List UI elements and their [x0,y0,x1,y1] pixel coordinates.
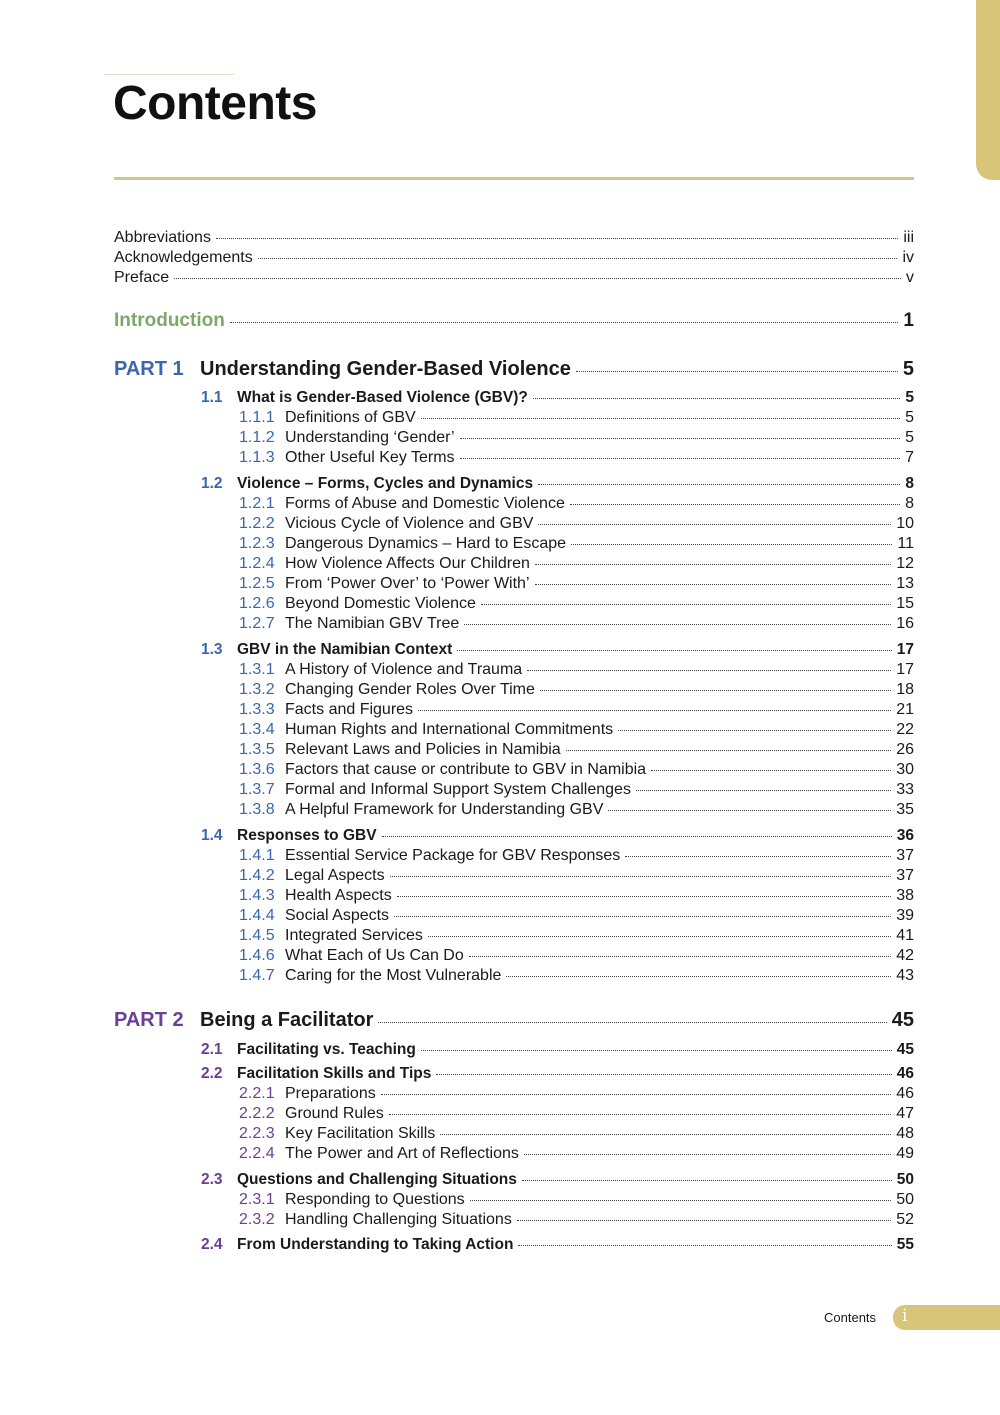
dot-leader [470,1200,892,1201]
toc-subsection-number: 1.4.2 [239,867,275,884]
page-title: Contents [113,77,317,130]
dot-leader [230,322,899,323]
toc-subsection-number: 2.3.1 [239,1191,275,1208]
toc-subsection[interactable] [239,866,914,886]
dot-leader [390,876,892,877]
toc-subsection[interactable] [239,660,914,680]
toc-subsection-page: 38 [896,887,914,904]
dot-leader [418,710,891,711]
dot-leader [527,670,891,671]
toc-section-page: 45 [896,1041,914,1058]
dot-leader [378,1022,886,1023]
toc-subsection-page: 7 [905,449,914,466]
toc-subsection-number: 1.3.5 [239,741,275,758]
dot-leader [216,238,898,239]
toc-subsection-title: Definitions of GBV [285,409,416,426]
toc-subsection-page: 41 [896,927,914,944]
toc-subsection-page: 39 [896,907,914,924]
toc-introduction-page: 1 [903,310,914,331]
toc-subsection-page: 15 [896,595,914,612]
toc-subsection-number: 1.1.2 [239,429,275,446]
toc-subsection-title: Handling Challenging Situations [285,1211,512,1228]
toc-subsection[interactable] [239,428,914,448]
toc-subsection-page: 47 [896,1105,914,1122]
dot-leader [469,956,891,957]
dot-leader [625,856,891,857]
toc-section-number: 1.1 [201,389,223,406]
toc-subsection-page: 26 [896,741,914,758]
toc-section[interactable] [201,826,914,846]
toc-subsection-title: From ‘Power Over’ to ‘Power With’ [285,575,530,592]
toc-part2-number: PART 2 [114,1009,184,1031]
toc-subsection-page: 37 [896,867,914,884]
toc-part1-number: PART 1 [114,358,184,380]
dot-leader [428,936,891,937]
dot-leader [464,624,891,625]
toc-subsection[interactable] [239,966,914,986]
dot-leader [174,278,901,279]
toc-subsection-number: 2.3.2 [239,1211,275,1228]
toc-subsection-title: How Violence Affects Our Children [285,555,530,572]
toc-subsection[interactable] [239,926,914,946]
toc-section-number: 2.2 [201,1065,223,1082]
toc-subsection-page: 22 [896,721,914,738]
toc-subsection[interactable] [239,514,914,534]
toc-front-matter-item-title: Acknowledgements [114,249,253,266]
dot-leader [570,504,900,505]
toc-subsection-page: 5 [905,409,914,426]
dot-leader [538,484,900,485]
toc-subsection[interactable] [239,1210,914,1230]
toc-subsection[interactable] [239,760,914,780]
dot-leader [535,564,891,565]
toc-section-title: GBV in the Namibian Context [237,641,453,658]
toc-subsection-title: Caring for the Most Vulnerable [285,967,502,984]
dot-leader [618,730,891,731]
toc-section-page: 36 [896,827,914,844]
toc-subsection[interactable] [239,408,914,428]
toc-subsection-page: 11 [897,535,914,552]
toc-subsection-number: 1.2.1 [239,495,275,512]
toc-subsection-page: 46 [896,1085,914,1102]
toc-subsection-title: Ground Rules [285,1105,384,1122]
footer-page-number: i [902,1306,908,1326]
toc-front-matter-item[interactable] [114,228,914,248]
toc-subsection-title: Integrated Services [285,927,423,944]
toc-subsection-page: 17 [896,661,914,678]
toc-subsection-title: A Helpful Framework for Understanding GBV [285,801,604,818]
toc-front-matter-item-title: Abbreviations [114,229,211,246]
toc-subsection-number: 2.2.3 [239,1125,275,1142]
toc-subsection-title: The Power and Art of Reflections [285,1145,519,1162]
toc-subsection-page: 48 [896,1125,914,1142]
toc-section-number: 2.3 [201,1171,223,1188]
toc-subsection-number: 1.2.5 [239,575,275,592]
toc-subsection-title: Vicious Cycle of Violence and GBV [285,515,534,532]
toc-section-title: Responses to GBV [237,827,377,844]
toc-subsection-title: Dangerous Dynamics – Hard to Escape [285,535,567,552]
toc-section-number: 2.1 [201,1041,223,1058]
dot-leader [506,976,891,977]
toc-subsection-title: Relevant Laws and Policies in Namibia [285,741,561,758]
dot-leader [608,810,891,811]
toc-subsection-number: 1.4.4 [239,907,275,924]
toc-subsection[interactable] [239,700,914,720]
toc-subsection-number: 1.3.2 [239,681,275,698]
toc-subsection[interactable] [239,720,914,740]
toc-section-number: 1.3 [201,641,223,658]
toc-section-page: 8 [905,475,914,492]
toc-subsection[interactable] [239,680,914,700]
toc-subsection-number: 1.3.6 [239,761,275,778]
toc-subsection-title: Facts and Figures [285,701,414,718]
toc-subsection-number: 1.2.7 [239,615,275,632]
toc-subsection-title: Changing Gender Roles Over Time [285,681,535,698]
toc-subsection-title: A History of Violence and Trauma [285,661,523,678]
dot-leader [576,371,898,372]
toc-subsection[interactable] [239,494,914,514]
toc-subsection-page: 37 [896,847,914,864]
toc-subsection-number: 1.4.7 [239,967,275,984]
toc-section[interactable] [201,1064,914,1084]
toc-subsection-page: 33 [896,781,914,798]
toc-section[interactable] [201,388,914,408]
toc-subsection-number: 1.2.2 [239,515,275,532]
toc-subsection[interactable] [239,906,914,926]
toc-section-number: 1.4 [201,827,223,844]
toc-section-title: From Understanding to Taking Action [237,1236,514,1253]
toc-front-matter-item-page: iv [902,249,914,266]
toc-subsection[interactable] [239,534,914,554]
toc-front-matter-item[interactable] [114,248,914,268]
toc-subsection[interactable] [239,1084,914,1104]
toc-subsection-number: 1.4.5 [239,927,275,944]
toc-subsection-page: 52 [896,1211,914,1228]
toc-subsection-title: Formal and Informal Support System Challenges [285,781,631,798]
dot-leader [571,544,892,545]
dot-leader [457,650,891,651]
toc-subsection-number: 1.3.8 [239,801,275,818]
dot-leader [397,896,891,897]
toc-subsection-title: Human Rights and International Commitments [285,721,614,738]
toc-subsection-page: 30 [896,761,914,778]
toc-subsection[interactable] [239,800,914,820]
toc-subsection-title: What Each of Us Can Do [285,947,464,964]
toc-subsection-page: 18 [896,681,914,698]
toc-subsection-page: 10 [896,515,914,532]
dot-leader [460,458,901,459]
toc-section-page: 46 [896,1065,914,1082]
dot-leader [258,258,898,259]
dot-leader [436,1074,891,1075]
toc-subsection-number: 1.3.7 [239,781,275,798]
toc-subsection-title: Social Aspects [285,907,390,924]
toc-subsection[interactable] [239,554,914,574]
toc-subsection-title: Understanding ‘Gender’ [285,429,455,446]
toc-section[interactable] [201,1235,914,1255]
toc-subsection-title: Responding to Questions [285,1191,465,1208]
dot-leader [524,1154,891,1155]
toc-subsection-title: Factors that cause or contribute to GBV in Namibia [285,761,647,778]
toc-subsection-title: Essential Service Package for GBV Responses [285,847,621,864]
toc-subsection-number: 1.2.4 [239,555,275,572]
dot-leader [533,398,901,399]
toc-subsection-page: 50 [896,1191,914,1208]
toc-subsection-number: 1.3.3 [239,701,275,718]
toc-subsection-number: 2.2.2 [239,1105,275,1122]
toc-front-matter-item-page: iii [903,229,914,246]
toc-section[interactable] [201,474,914,494]
toc-subsection-number: 1.3.1 [239,661,275,678]
dot-leader [382,836,892,837]
toc-subsection[interactable] [239,1124,914,1144]
toc-section-page: 17 [896,641,914,658]
toc-section-title: What is Gender-Based Violence (GBV)? [237,389,528,406]
dot-leader [460,438,901,439]
toc-subsection-page: 49 [896,1145,914,1162]
toc-subsection-title: Other Useful Key Terms [285,449,455,466]
dot-leader [538,524,891,525]
toc-subsection[interactable] [239,846,914,866]
dot-leader [421,1050,892,1051]
toc-subsection[interactable] [239,448,914,468]
dot-leader [389,1114,891,1115]
toc-subsection-page: 42 [896,947,914,964]
toc-front-matter-item-page: v [906,269,914,286]
toc-subsection-page: 5 [905,429,914,446]
toc-section[interactable] [201,1040,914,1060]
toc-subsection[interactable] [239,740,914,760]
toc-subsection-number: 1.1.1 [239,409,275,426]
toc-subsection-number: 1.4.6 [239,947,275,964]
toc-subsection-page: 21 [896,701,914,718]
toc-section-page: 50 [896,1171,914,1188]
toc-subsection-title: Key Facilitation Skills [285,1125,436,1142]
toc-subsection-title: Legal Aspects [285,867,385,884]
toc-part2[interactable] [114,1008,914,1032]
toc-subsection-title: The Namibian GBV Tree [285,615,460,632]
toc-section[interactable] [201,640,914,660]
toc-part1-page: 5 [902,358,914,380]
dot-leader [518,1245,891,1246]
toc-section-title: Violence – Forms, Cycles and Dynamics [237,475,534,492]
toc-section-page: 55 [896,1236,914,1253]
toc-subsection[interactable] [239,594,914,614]
toc-subsection-page: 12 [896,555,914,572]
toc-subsection[interactable] [239,1104,914,1124]
toc-section-title: Questions and Challenging Situations [237,1171,517,1188]
toc-subsection[interactable] [239,574,914,594]
toc-subsection-title: Beyond Domestic Violence [285,595,476,612]
dot-leader [540,690,891,691]
toc-part2-page: 45 [891,1009,914,1031]
toc-subsection-number: 1.4.1 [239,847,275,864]
toc-subsection-number: 1.1.3 [239,449,275,466]
toc-front-matter-item-title: Preface [114,269,170,286]
toc-subsection-number: 1.2.6 [239,595,275,612]
toc-subsection-number: 1.4.3 [239,887,275,904]
toc-introduction-title: Introduction [114,310,225,331]
dot-leader [535,584,892,585]
toc-part2-title: Being a Facilitator [200,1009,374,1031]
toc-subsection-number: 1.2.3 [239,535,275,552]
toc-section-number: 2.4 [201,1236,223,1253]
toc-subsection-page: 16 [896,615,914,632]
toc-subsection-page: 8 [905,495,914,512]
toc-subsection-page: 35 [896,801,914,818]
toc-subsection-page: 13 [896,575,914,592]
dot-leader [481,604,891,605]
footer-label: Contents [824,1310,877,1325]
toc-subsection-title: Preparations [285,1085,376,1102]
toc-subsection[interactable] [239,1190,914,1210]
toc-subsection[interactable] [239,946,914,966]
toc-subsection-number: 2.2.1 [239,1085,275,1102]
toc-section-number: 1.2 [201,475,223,492]
dot-leader [381,1094,891,1095]
toc-subsection-number: 1.3.4 [239,721,275,738]
toc-introduction[interactable] [114,309,914,333]
toc-subsection-number: 2.2.4 [239,1145,275,1162]
toc-section-page: 5 [905,389,914,406]
toc-part1[interactable] [114,357,914,381]
toc-subsection[interactable] [239,886,914,906]
footer-page-tab [893,1305,1000,1330]
toc-part1-title: Understanding Gender-Based Violence [200,358,571,380]
dot-leader [566,750,892,751]
dot-leader [651,770,891,771]
toc-subsection[interactable] [239,1144,914,1164]
toc-subsection[interactable] [239,780,914,800]
toc-subsection-page: 43 [896,967,914,984]
toc-section-title: Facilitating vs. Teaching [237,1041,416,1058]
toc-subsection[interactable] [239,614,914,634]
toc-section-title: Facilitation Skills and Tips [237,1065,432,1082]
toc-subsection-title: Forms of Abuse and Domestic Violence [285,495,565,512]
toc-front-matter-item[interactable] [114,268,914,288]
dot-leader [421,418,900,419]
dot-leader [636,790,891,791]
toc-section[interactable] [201,1170,914,1190]
dot-leader [440,1134,891,1135]
dot-leader [522,1180,892,1181]
dot-leader [394,916,891,917]
toc-subsection-title: Health Aspects [285,887,392,904]
dot-leader [517,1220,891,1221]
